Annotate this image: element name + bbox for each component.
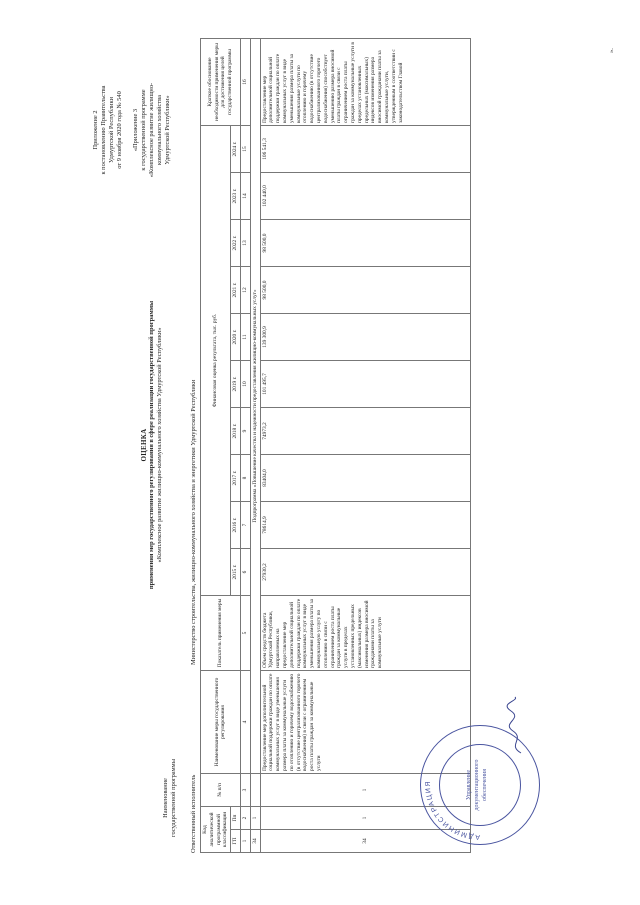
cell-rationale: Предоставление мер дополнительной социальной поддержки граждан по оплате коммунальных услуг в виде уменьшения размера платы за коммунальные услуги по отоплению и горячему водоснабжению (в отсутствие централизованного горячего водоснабжения) способствует уменьшению размера вносимой платы граждан в связи с ограничением роста платы граждан за коммунальные услуги в пределах установленных предельных (максимальных) индексов изменения размера вносимой гражданами платы за коммунальные услуги, утвержденным в соответствии с законодательством Главой [260, 39, 470, 126]
stamp-outer-text: АДМИНИСТРАЦИЯ [424, 779, 481, 841]
year-header: 2023 г. [231, 173, 241, 220]
appendix-line: коммунального хозяйства [156, 95, 163, 165]
cell-value: 83404,0 [260, 455, 470, 502]
appendix-line: «Приложение 3 [132, 108, 139, 152]
cell-gp: 34 [250, 830, 260, 853]
appendix-line: Удмуртской Республики» [164, 95, 171, 165]
header-gp: ГП [231, 830, 241, 853]
cell-pp: 1 [250, 807, 260, 830]
header-finance: Финансовая оценка результата, тыс. руб. [201, 126, 231, 596]
cell-value: 139 300,9 [260, 314, 470, 361]
year-header: 2015 г. [231, 549, 241, 596]
cell-value: 27930,2 [260, 549, 470, 596]
header-measure: Наименование меры государственного регулирования [201, 671, 241, 774]
header-rationale: Краткое обоснование необходимости применения меры для достижения целей государственной программы [201, 39, 241, 126]
page-title: ОЦЕНКА [140, 428, 148, 462]
executor-name: Министерство строительства, жилищно-коммунального хозяйства и энергетики Удмуртской Республики [190, 379, 197, 665]
year-header: 2016 г. [231, 502, 241, 549]
header-code: Код аналитической программной классификации [201, 807, 231, 853]
cell-pp: 1 [260, 807, 470, 830]
page-marker: ». [608, 48, 615, 53]
cell-num: 1 [260, 774, 470, 807]
year-header: 2019 г. [231, 361, 241, 408]
cell-value: 98 500,0 [260, 267, 470, 314]
subprogram-row [250, 39, 260, 853]
appendix-line: к постановлению Правительства [100, 85, 107, 175]
year-header: 2018 г. [231, 408, 241, 455]
year-header: 2022 г. [231, 220, 241, 267]
header-pp: Пп [231, 807, 241, 830]
cell-value: 98 500,0 [260, 220, 470, 267]
header-num: № п/п [201, 774, 241, 807]
year-header: 2020 г. [231, 314, 241, 361]
index-row: 1 2 3 4 5 6 7 8 9 10 11 12 13 14 15 16 [240, 39, 250, 853]
executor-label: Ответственный исполнитель [190, 774, 197, 853]
appendix-line: «Комплексное развитие жилищно- [148, 82, 155, 178]
cell-value: 106 541,3 [260, 126, 470, 173]
title-block [140, 235, 164, 655]
cell-value: 101 495,7 [260, 361, 470, 408]
signature-icon [505, 695, 527, 755]
appendix-block [92, 55, 172, 205]
cell-gp: 34 [260, 830, 470, 853]
appendix-line: от 9 ноября 2020 года № 540 [116, 91, 123, 169]
appendix-line: Удмуртской Республики [108, 97, 115, 163]
appendix-line: к государственной программе [140, 89, 147, 171]
cell-value: 102 440,0 [260, 173, 470, 220]
cell-value: 74973,2 [260, 408, 470, 455]
page-subtitle: применения мер государственного регулирования в сфере реализации государственной программы [148, 300, 155, 590]
cell-measure: Предоставление мер дополнительной социальной поддержки граждан по оплате коммунальных услуг в виде уменьшения размера платы за коммунальные услуги по отоплению и горячему водоснабжению (в отсутствие централизованного горячего водоснабжения) в связи с ограничением роста платы граждан за коммунальные услуги [260, 671, 470, 774]
subprogram-title: Подпрограмма «Повышение качества и надежности предоставления жилищно-коммунальных услуг» [250, 39, 260, 774]
program-label: Наименование государственной программы [162, 759, 177, 837]
year-header: 2024 г. [231, 126, 241, 173]
cell-value: 78614,9 [260, 502, 470, 549]
year-header: 2017 г. [231, 455, 241, 502]
stamp-text: Управление документационного обеспечения [466, 759, 488, 811]
header-indicator: Показатель применения меры [201, 596, 241, 671]
year-header: 2021 г. [231, 267, 241, 314]
appendix-line: Приложение 2 [92, 110, 99, 150]
program-name: «Комплексное развитие жилищно-коммунального хозяйства Удмуртской Республики» [156, 327, 163, 563]
cell-indicator: Объем средств бюджета Удмуртской Республики, направляемых на предоставление мер дополнительной социальной поддержки граждан по оплате коммунальных услуг в виде уменьшения размера платы за коммунальную услугу по отоплению в связи с ограничением роста платы граждан за коммунальные услуги в пределах установленных предельных (максимальных) индексов изменения размера вносимой гражданами платы за коммунальные услуги [260, 596, 470, 671]
